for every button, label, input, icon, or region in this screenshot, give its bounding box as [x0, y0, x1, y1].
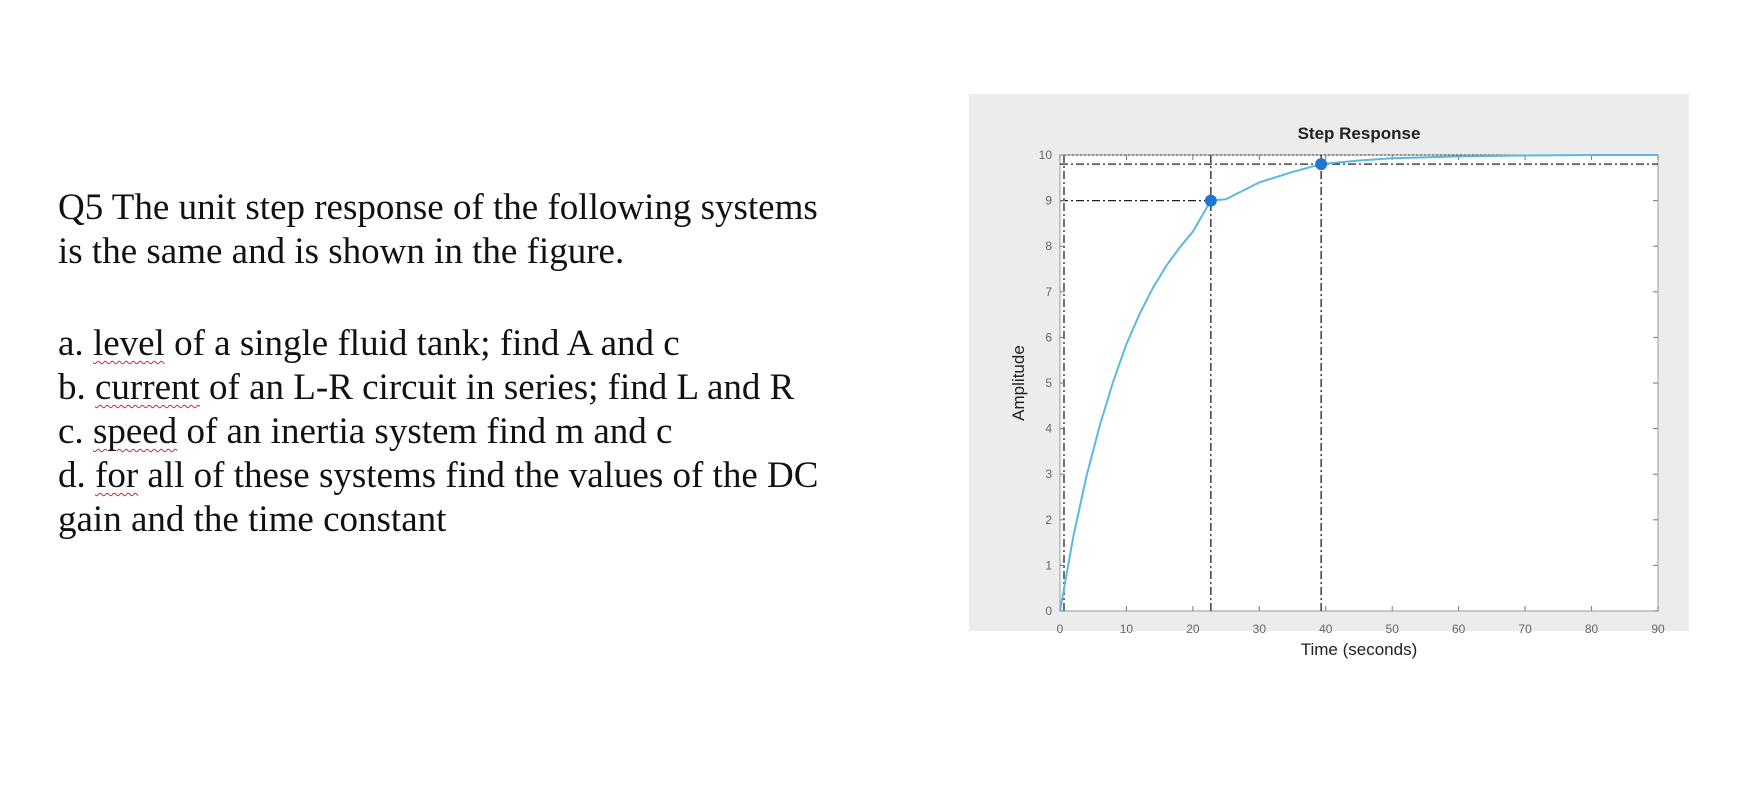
spellcheck-word: speed — [92, 411, 178, 452]
x-tick-label: 0 — [1056, 622, 1064, 636]
step-response-figure — [969, 94, 1689, 659]
question-item-c: c. speed of an inertia system find m and c — [58, 411, 673, 452]
x-tick-label: 90 — [1651, 622, 1665, 636]
spellcheck-word: level — [92, 323, 165, 364]
question-heading-line: Q5 The unit step response of the following systems — [58, 187, 818, 228]
y-tick-label: 2 — [1045, 512, 1052, 527]
y-tick-label: 5 — [1045, 376, 1052, 390]
question-item-b: b. current of an L-R circuit in series; find L and R — [58, 367, 795, 408]
y-tick-label: 7 — [1045, 284, 1052, 299]
x-tick-label: 60 — [1451, 622, 1466, 636]
x-tick-label: 40 — [1319, 622, 1333, 636]
question-item-a: a. level of a single fluid tank; find A and c — [58, 323, 680, 364]
x-tick-label: 10 — [1119, 622, 1134, 636]
x-axis-label: Time (seconds) — [1300, 640, 1418, 659]
y-tick-label: 4 — [1045, 421, 1052, 436]
plot-area — [1060, 155, 1658, 611]
y-tick-label: 10 — [1038, 148, 1052, 162]
spellcheck-word: current — [95, 367, 200, 408]
y-axis-label: Amplitude — [1009, 345, 1028, 421]
x-tick-label: 70 — [1518, 622, 1532, 636]
chart-title: Step Response — [1297, 124, 1421, 143]
x-tick-label: 30 — [1252, 622, 1267, 636]
y-tick-label: 0 — [1045, 604, 1052, 618]
question-heading-line: is the same and is shown in the figure. — [58, 231, 625, 272]
y-tick-label: 1 — [1045, 558, 1052, 573]
question-item-d: d. for all of these systems find the values of the DC — [58, 455, 819, 496]
question-item-d-continued: gain and the time constant — [58, 499, 447, 540]
marker-point — [1315, 158, 1327, 170]
spellcheck-word: for — [95, 455, 139, 496]
x-tick-label: 80 — [1584, 622, 1599, 636]
question-text — [58, 186, 958, 542]
y-tick-label: 6 — [1045, 330, 1052, 345]
y-tick-label: 8 — [1045, 239, 1052, 254]
x-tick-label: 20 — [1186, 622, 1200, 636]
marker-point — [1205, 195, 1217, 207]
y-tick-label: 3 — [1045, 467, 1052, 482]
y-tick-label: 9 — [1045, 193, 1052, 208]
step-response-chart — [969, 94, 1689, 659]
x-tick-label: 50 — [1385, 622, 1399, 636]
